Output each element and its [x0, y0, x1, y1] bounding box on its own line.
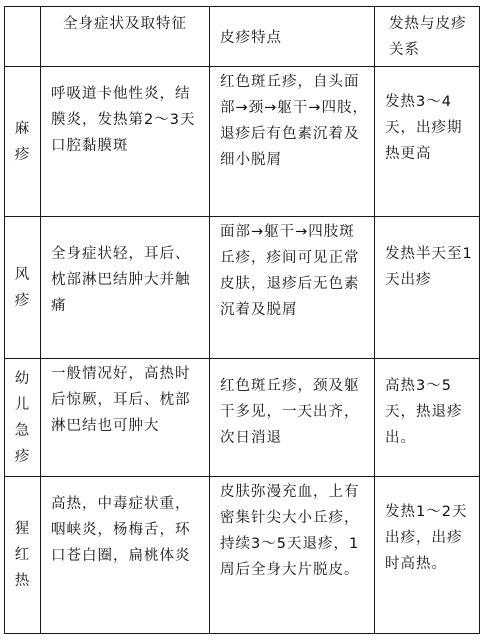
header-cell-symptoms: 全身症状及取特征	[41, 7, 210, 67]
header-row	[5, 7, 480, 67]
table-row-rubella	[5, 217, 480, 359]
symptoms-cell: 呼吸道卡他性炎，结膜炎，发热第2～3天口腔黏膜斑	[41, 67, 210, 217]
table-row-measles	[5, 67, 480, 217]
table-row-roseola	[5, 359, 480, 477]
header-cell-rash: 皮疹特点	[210, 7, 375, 67]
fever-cell: 发热半天至1天出疹	[375, 217, 480, 359]
header-cell-corner	[5, 7, 41, 67]
fever-cell: 发热1～2天出疹，出疹时高热。	[375, 477, 480, 634]
row-name: 风疹	[14, 266, 31, 309]
table-row-scarlet-fever	[5, 477, 480, 634]
rash-cell: 红色斑丘疹，自头面部→颈→躯干→四肢，退疹后有色素沉着及细小脱屑	[210, 67, 375, 217]
rash-cell: 面部→躯干→四肢斑丘疹，疹间可见正常皮肤，退疹后无色素沉着及脱屑	[210, 217, 375, 359]
rash-cell: 皮肤弥漫充血，上有密集针尖大小丘疹，持续3～5天退疹，1周后全身大片脱皮。	[210, 477, 375, 634]
rash-cell: 红色斑丘疹，颈及躯干多见，一天出齐，次日消退	[210, 359, 375, 477]
header-cell-fever: 发热与皮疹关系	[375, 7, 480, 67]
row-name: 麻疹	[14, 120, 31, 163]
fever-cell: 高热3～5天，热退疹出。	[375, 359, 480, 477]
symptoms-cell: 全身症状轻，耳后、枕部淋巴结肿大并触痛	[41, 217, 210, 359]
comparison-table	[4, 6, 480, 634]
symptoms-cell: 一般情况好，高热时后惊厥，耳后、枕部淋巴结也可肿大	[41, 359, 210, 477]
row-name: 幼儿急疹	[14, 370, 31, 465]
row-name: 猩红热	[14, 521, 31, 589]
symptoms-cell: 高热，中毒症状重，咽峡炎，杨梅舌，环口苍白圈，扁桃体炎	[41, 477, 210, 634]
fever-cell: 发热3～4天，出疹期热更高	[375, 67, 480, 217]
